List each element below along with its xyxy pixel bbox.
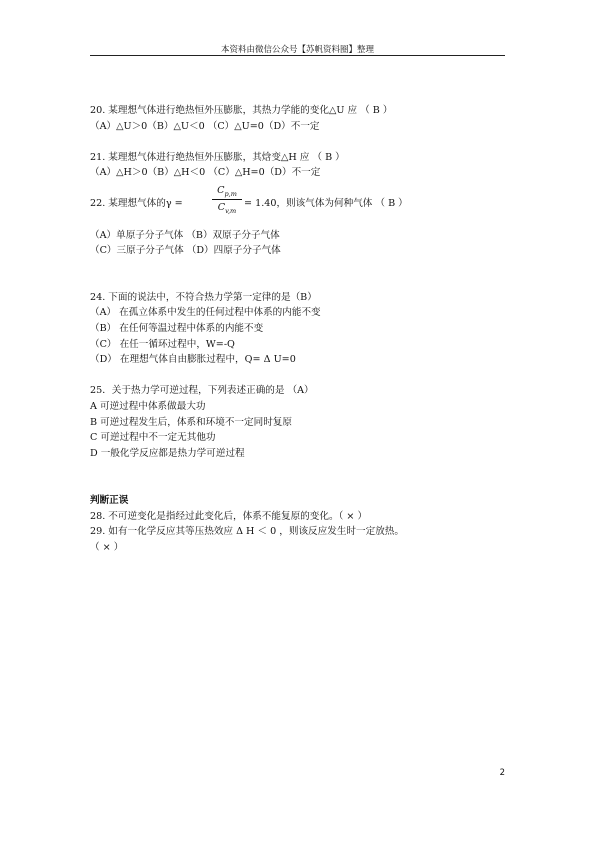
q24-option: （D） 在理想气体自由膨胀过程中，Q= Δ U=0 — [90, 354, 296, 365]
q22-options-2: （C）三原子分子气体 （D）四原子分子气体 — [90, 245, 281, 256]
q22-numerator: $C_{p,m}$ — [217, 185, 237, 198]
q22-options-1: （A）单原子分子气体 （B）双原子分子气体 — [90, 230, 280, 241]
header-divider — [90, 55, 505, 56]
page-number: 2 — [499, 768, 505, 778]
q29-statement: 29. 如有一化学反应其等压热效应 Δ H ＜ 0 ，则该反应发生时一定放热。 — [90, 526, 404, 537]
q25-option: A 可逆过程中体系做最大功 — [90, 401, 206, 412]
q21-options: （A）△H＞0（B）△H＜0 （C）△H=0（D）不一定 — [90, 167, 321, 178]
q24-option: （C） 在任一循环过程中，W=-Q — [90, 339, 235, 350]
page-header: 本资料由微信公众号【苏帆资料圈】整理 — [220, 45, 374, 55]
q24-stem: 24. 下面的说法中，不符合热力学第一定律的是（B） — [90, 292, 317, 303]
judge-section-title: 判断正误 — [90, 495, 129, 506]
q22-suffix: = 1.40，则该气体为何种气体 （ B ） — [244, 198, 408, 209]
q29-answer: （ × ） — [90, 542, 124, 553]
q22-fraction-bar — [212, 199, 242, 200]
q25-option: D 一般化学反应都是热力学可逆过程 — [90, 448, 245, 459]
q22-prefix: 22. 某理想气体的γ = — [90, 198, 183, 209]
q20-stem: 20. 某理想气体进行绝热恒外压膨胀，其热力学能的变化△U 应 （ B ） — [90, 105, 393, 116]
q25-option: C 可逆过程中不一定无其他功 — [90, 432, 216, 443]
q25-stem: 25．关于热力学可逆过程，下列表述正确的是 （A） — [90, 385, 314, 396]
q21-stem: 21. 某理想气体进行绝热恒外压膨胀，其焓变△H 应 （ B ） — [90, 152, 345, 163]
q20-options: （A）△U＞0（B）△U＜0 （C）△U=0（D）不一定 — [90, 121, 320, 132]
q28-statement: 28. 不可逆变化是指经过此变化后，体系不能复原的变化。（ × ） — [90, 511, 368, 522]
q24-option: （B） 在任何等温过程中体系的内能不变 — [90, 323, 264, 334]
q25-option: B 可逆过程发生后，体系和环境不一定同时复原 — [90, 417, 292, 428]
q24-option: （A） 在孤立体系中发生的任何过程中体系的内能不变 — [90, 307, 321, 318]
q22-denominator: $C_{v,m}$ — [217, 202, 237, 215]
